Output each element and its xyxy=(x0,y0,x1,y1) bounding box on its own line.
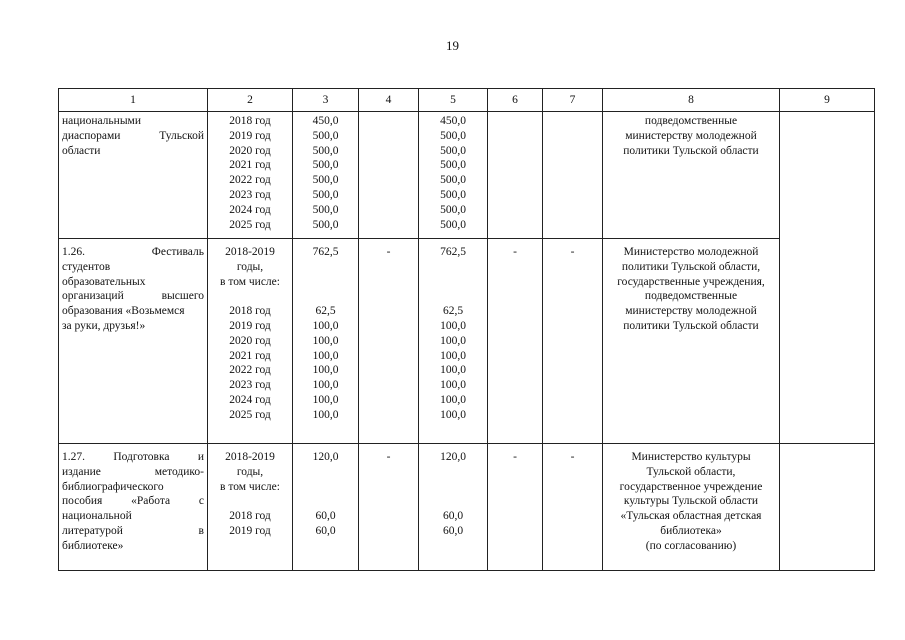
col6-cell: - xyxy=(488,444,543,571)
header-cell: 2 xyxy=(208,89,293,112)
amount-value: 60,0 xyxy=(442,510,464,523)
page-number: 19 xyxy=(446,38,459,53)
period-label: в том числе: xyxy=(220,275,280,288)
regional-budget-cell xyxy=(419,239,488,444)
spacer xyxy=(211,289,289,304)
header-cell: 6 xyxy=(488,89,543,112)
total-amount-cell xyxy=(293,444,359,571)
header-cell: 5 xyxy=(419,89,488,112)
col4-cell: - xyxy=(359,444,419,571)
spacer xyxy=(296,494,355,509)
event-name-line: библиографического xyxy=(62,480,164,493)
table-row xyxy=(59,239,875,444)
amount-value: 62,5 xyxy=(442,305,464,318)
year-label: 2022 год xyxy=(229,174,271,187)
spacer xyxy=(422,289,484,304)
spacer xyxy=(296,260,355,275)
event-name-line: библиотеке» xyxy=(62,539,124,552)
year-label: 2021 год xyxy=(229,159,271,172)
col9-cell xyxy=(780,112,875,444)
year-label: 2022 год xyxy=(229,364,271,377)
amount-value: 100,0 xyxy=(440,319,466,332)
year-label: 2023 год xyxy=(229,188,271,201)
executor-line: государственные учреждения, xyxy=(617,275,765,288)
total-value: 762,5 xyxy=(312,246,339,258)
amount-value: 100,0 xyxy=(440,334,466,347)
executor-cell xyxy=(603,239,780,444)
spacer xyxy=(296,480,355,495)
year-label: 2025 год xyxy=(229,408,271,421)
spacer xyxy=(296,465,355,480)
period-label: годы, xyxy=(236,465,264,478)
header-cell: 7 xyxy=(543,89,603,112)
executor-line: Министерство культуры xyxy=(631,451,751,463)
program-table xyxy=(58,88,875,571)
total-value: 120,0 xyxy=(312,451,339,463)
executor-line: политики Тульской области xyxy=(623,144,759,157)
event-name-line: национальными xyxy=(62,115,141,127)
regional-budget-cell xyxy=(419,112,488,239)
executor-line: Министерство молодежной xyxy=(623,246,759,258)
executor-line: (по согласованию) xyxy=(645,539,737,552)
event-name-cell xyxy=(59,112,208,239)
amount-value: 60,0 xyxy=(315,524,336,537)
spacer xyxy=(296,275,355,290)
executor-line: министерству молодежной xyxy=(625,129,757,142)
spacer xyxy=(422,480,484,495)
year-label: 2020 год xyxy=(229,144,271,157)
amount-value: 100,0 xyxy=(440,349,466,362)
amount-value: 500,0 xyxy=(312,203,339,216)
executor-line: подведомственные xyxy=(644,290,738,303)
year-label: 2024 год xyxy=(229,393,271,406)
col7-cell: - xyxy=(543,444,603,571)
event-name-line: за руки, друзья!» xyxy=(62,319,146,332)
executor-line: библиотека» xyxy=(660,524,722,537)
header-cell: 4 xyxy=(359,89,419,112)
amount-value: 500,0 xyxy=(440,188,466,201)
total-value: 762,5 xyxy=(440,246,466,258)
amount-value: 500,0 xyxy=(440,144,466,157)
executor-line: политики Тульской области xyxy=(623,319,759,332)
event-name-line: области xyxy=(62,144,101,157)
amount-value: 500,0 xyxy=(440,174,466,187)
amount-value: 450,0 xyxy=(312,115,339,127)
period-label: 2018-2019 xyxy=(225,246,275,258)
executor-line: министерству молодежной xyxy=(625,305,757,318)
event-name-line: 1.27. Подготовка и xyxy=(62,451,204,463)
regional-budget-cell xyxy=(419,444,488,571)
period-label: 2018-2019 xyxy=(225,451,275,463)
spacer xyxy=(211,494,289,509)
amount-value: 100,0 xyxy=(312,393,339,406)
col7-cell xyxy=(543,112,603,239)
executor-line: политики Тульской области, xyxy=(621,260,761,273)
table-row xyxy=(59,112,875,239)
header-cell: 1 xyxy=(59,89,208,112)
col6-cell xyxy=(488,112,543,239)
period-label: годы, xyxy=(236,260,264,273)
executor-line: государственное учреждение xyxy=(619,480,763,493)
amount-value: 60,0 xyxy=(315,510,336,523)
amount-value: 100,0 xyxy=(440,379,466,392)
amount-value: 100,0 xyxy=(312,364,339,377)
amount-value: 100,0 xyxy=(312,408,339,421)
col6-cell: - xyxy=(488,239,543,444)
event-name-line: образования «Возьмемся xyxy=(62,305,185,318)
period-cell xyxy=(208,444,293,571)
amount-value: 100,0 xyxy=(440,364,466,377)
year-label: 2018 год xyxy=(229,305,271,318)
event-name-cell xyxy=(59,444,208,571)
header-cell: 9 xyxy=(780,89,875,112)
amount-value: 500,0 xyxy=(312,218,339,231)
year-label: 2019 год xyxy=(229,319,271,332)
amount-value: 100,0 xyxy=(312,349,339,362)
year-label: 2018 год xyxy=(229,510,271,523)
spacer xyxy=(422,465,484,480)
event-name-line: издание методико- xyxy=(62,465,204,478)
amount-value: 60,0 xyxy=(442,524,464,537)
table-row xyxy=(59,444,875,571)
amount-value: 450,0 xyxy=(440,115,466,127)
amount-value: 500,0 xyxy=(312,174,339,187)
executor-line: «Тульская областная детская xyxy=(620,510,762,523)
event-name-line: пособия «Работа с xyxy=(62,495,204,508)
year-label: 2025 год xyxy=(229,218,271,231)
total-amount-cell xyxy=(293,112,359,239)
spacer xyxy=(422,275,484,290)
period-cell xyxy=(208,239,293,444)
total-amount-cell xyxy=(293,239,359,444)
col4-cell: - xyxy=(359,239,419,444)
year-label: 2023 год xyxy=(229,379,271,392)
event-name-line: образовательных xyxy=(62,275,146,288)
executor-cell xyxy=(603,112,780,239)
year-label: 2018 год xyxy=(229,115,271,127)
col7-cell: - xyxy=(543,239,603,444)
year-label: 2021 год xyxy=(229,349,271,362)
amount-value: 100,0 xyxy=(312,319,339,332)
header-cell: 3 xyxy=(293,89,359,112)
col4-cell xyxy=(359,112,419,239)
year-label: 2019 год xyxy=(229,524,271,537)
col9-cell xyxy=(780,444,875,571)
event-name-line: литературой в xyxy=(62,524,204,537)
amount-value: 500,0 xyxy=(440,159,466,172)
executor-line: подведомственные xyxy=(644,115,738,127)
header-row xyxy=(59,89,875,112)
event-name-line: организаций высшего xyxy=(62,290,204,303)
year-label: 2019 год xyxy=(229,129,271,142)
amount-value: 500,0 xyxy=(312,129,339,142)
amount-value: 62,5 xyxy=(315,305,336,318)
executor-line: культуры Тульской области xyxy=(623,495,759,508)
amount-value: 100,0 xyxy=(312,379,339,392)
year-label: 2024 год xyxy=(229,203,271,216)
spacer xyxy=(296,289,355,304)
total-value: 120,0 xyxy=(440,451,466,463)
amount-value: 500,0 xyxy=(440,218,466,231)
amount-value: 100,0 xyxy=(440,393,466,406)
event-name-line: диаспорами Тульской xyxy=(62,129,204,142)
amount-value: 500,0 xyxy=(312,188,339,201)
amount-value: 500,0 xyxy=(440,203,466,216)
event-name-line: студентов xyxy=(62,260,111,273)
amount-value: 100,0 xyxy=(440,408,466,421)
spacer xyxy=(422,260,484,275)
header-cell: 8 xyxy=(603,89,780,112)
event-name-line: национальной xyxy=(62,510,132,523)
event-name-line: 1.26. Фестиваль xyxy=(62,246,204,258)
event-name-cell xyxy=(59,239,208,444)
period-cell xyxy=(208,112,293,239)
period-label: в том числе: xyxy=(220,480,280,493)
amount-value: 100,0 xyxy=(312,334,339,347)
amount-value: 500,0 xyxy=(440,129,466,142)
executor-cell xyxy=(603,444,780,571)
year-label: 2020 год xyxy=(229,334,271,347)
amount-value: 500,0 xyxy=(312,159,339,172)
spacer xyxy=(422,494,484,509)
executor-line: Тульской области, xyxy=(646,465,736,478)
amount-value: 500,0 xyxy=(312,144,339,157)
